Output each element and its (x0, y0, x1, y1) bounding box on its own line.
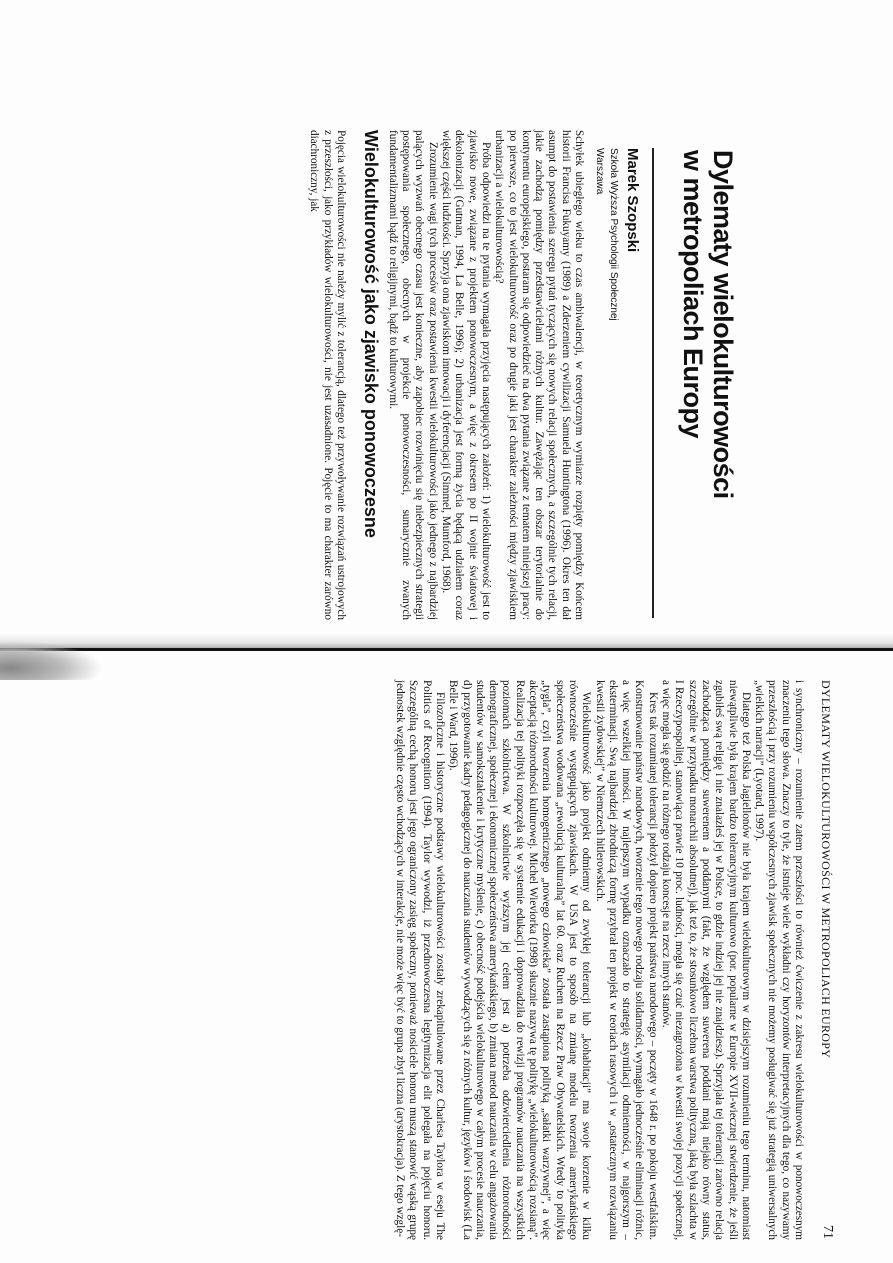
intro-paragraph-3: Zrozumienie wagi tych procesów oraz postawienia kwestii wielokulturowości jako jednego z najbardziej palących wyzwań obecnego czasu jest konieczne, aby zapobiec rozwinięciu się niebezpiecznych strategii postępowania społecznego, obecnych w projekcie ponowoczesności, sumarycznie zwanych fundamentalizmami bądź to religijnymi, bądź to kulturowymi. (386, 130, 439, 620)
right-page (0, 650, 893, 1263)
right-paragraph-2: Dlatego też Polska Jagiellonów nie była krajem wielokulturowym w dzisiejszym rozumieniu tego terminu, natomiast niewątpliwie była krajem bardzo tolerancyjnym kulturowo (por. popularne w Europie XVII-wiecznej stwierdzenie, że jeśli zgubiłeś swą religię i nie znalazłeś jej w Polsce, to gdzie indziej jej nie znajdziesz). Sprzyjała tej tolerancji zarówno relacja zachodząca pomiędzy suwerenem a poddanymi (fakt, że względem suwerena poddani mają niejako równy status, szczególnie w przypadku monarchii absolutnej), jak też to, że stosunkowo liczebna warstwa polityczna, jaką była szlachta w I Rzeczypospolitej, stanowiąca prawie 10 proc. ludności, mogła się czuć niezagrożona w kwestii swojej pozycji społecznej, a więc mogła się godzić na różnego rodzaju koncesje na rzecz innych stanów. (660, 680, 752, 1240)
section-heading: Wielokulturowość jako zjawisko ponowoczesne (361, 130, 381, 538)
right-paragraph-5: Filozoficzne i historyczne podstawy wielokulturowości zostały zrekapitulowane przez Charlesa Taylora w eseju The Politics of Recognition (1994). Taylor wywodzi, iż przednowoczesna legitymizacja elit polegała na pojęciu honoru. Szczególną cechą honoru jest jego ograniczony zasięg społeczny, ponieważ nosiciele honoru muszą stanowić wąską grupę jednostek względnie często wchodzących w interakcje, nie może więc być to grupa zbyt liczna (arystokracja). Z tego wzglę- (394, 680, 446, 1240)
article-title (678, 150, 738, 620)
running-head: DYLEMATY WIELOKULTUROWOŚCI W METROPOLIACH EUROPY (819, 680, 833, 1059)
intro-paragraph-2: Próba odpowiedzi na te pytania wymagała przyjęcia następujących założeń: 1) wielokulturowość jest to zjawisko nowe, związane z projektem ponowoczesnym, a więc z okresem po II wojnie światowej i dekolonizacji (Gutman, 1994, La Belle, 1996); 2) urbanizacja jest formą życia będącą udziałem coraz większej części ludzkości. Sprzyja ona zjawiskom innowacji i dyferencjacji (Simmel, Mumford, 1968). (440, 130, 492, 620)
right-paragraph-3: Kres tak rozumianej tolerancji położył dopiero projekt państwa narodowego – poczęty w 1648 r. po pokoju westfalskim. Konstruowanie państw narodowych, tworzenie tego nowego rodzaju solidarności, wymagało jednocześnie eliminacji różnic, a więc wszelkiej inności. W najlepszym wypadku oznaczało to strategię asymilacji odmienności, w najgorszym – eksterminacji. Swą najbardziej zbrodniczą formę przybrał ten projekt w teoriach rasowych i w „ostatecznym rozwiązaniu kwestii żydowskiej” w Niemczech hitlerowskich. (593, 680, 659, 1240)
author-name: Marek Szopski (624, 148, 641, 253)
title-line-1: Dylematy wielokulturowości (708, 150, 738, 499)
title-line-2: w metropoliach Europy (678, 150, 708, 439)
intro-text (386, 130, 585, 620)
section-text (307, 130, 347, 620)
right-paragraph-1: i synchroniczny – rozumienie zatem przeszłości to również ćwiczenie z zakresu wielokulturowości w ponowoczesnym znaczeniu tego słowa. Znaczy to tyle, że istnieje wiele wykładni czy horyzontów interpretacyjnych dla tego, co nazywamy przeszłością i przy rozumieniu współczesnych zjawisk społecznych nie możemy posługiwać się już strategią uniwersalnych „wielkich narracji” (Lyotard, 1997). (753, 680, 805, 1240)
section-paragraph-1: Pojęcia wielokulturowości nie należy mylić z tolerancją, dlatego też przywoływanie rozwiązań ustrojowych z przeszłości, jako przykładów wielokulturowości, nie jest uzasadnione. Pojęcie to ma charakter zarówno diachroniczny, jak (308, 130, 347, 620)
right-page-text (393, 680, 805, 1240)
intro-paragraph-1: Schyłek ubiegłego wieku to czas ambiwalencji, w teoretycznym wymiarze rozpięty pomiędzy Końcem historii Francisa Fukuyamy (1989) a Zderzeniem cywilizacji Samuela Huntingtona (1996). Okres ten dał asumpt do postawienia szeregu pytań tyczących się nowych relacji społecznych, a szczególnie tych relacji, jakie zachodzą pomiędzy przedstawicielami różnych kultur. Zawężając ten obszar terytorialnie do kontynentu europejskiego, postaram się odpowiedzieć na dwa pytania związane z tematem niniejszej pracy: po pierwsze, co to jest wielokulturowość oraz po drugie jaki jest charakter zależności między zjawiskiem urbanizacji a wielokulturowością? (493, 130, 585, 620)
author-affiliation (592, 148, 620, 321)
left-page (0, 0, 893, 631)
right-paragraph-4: Wielokulturowość jako projekt odmienny od zwykłej tolerancji lub „kohabitacji” ma swoje korzenie w kilku równocześnie występujących zjawiskach. W USA jest to sposób na zmianę modelu tworzenia amerykańskiego społeczeństwa wodowana „rewolucją kulturalną” lat 60. oraz Ruchem na Rzecz Praw Obywatelskich. Wtedy to polityka „tygla”, czyli tworzenia homogenicznego „nowego człowieka” została zastąpiona polityką „sałatki warzywnej”, a więc akceptacją różnorodności kulturowej. Michel Wieviorka (1998) słusznie nazywa tę politykę „wielokulturowością rozsianą”. Realizacja tej polityki rozpoczęła się w systemie edukacji i doprowadziła do rewizji programów nauczania na wszystkich poziomach szkolnictwa. W szkolnictwie wyższym jej celem jest a) potrzeba odzwierciedlenia różnorodności demograficznej, społecznej i ekonomicznej społeczeństwa amerykańskiego, b) zmiana metod nauczania w celu angażowania studentów w samokształcenie i krytyczne myślenie, c) obecność podejścia wielokulturowego w całym procesie nauczania, d) przygotowanie kadry pedagogicznej do nauczania studentów wywodzących się z różnych kultur, języków i środowisk (La Belle i Ward, 1996). (447, 680, 593, 1240)
affiliation-line-2: Warszawa (594, 148, 605, 195)
page-number: 71 (820, 1225, 835, 1239)
affiliation-line-1: Szkoła Wyższa Psychologii Społecznej (608, 148, 619, 321)
title-rule (652, 148, 654, 618)
